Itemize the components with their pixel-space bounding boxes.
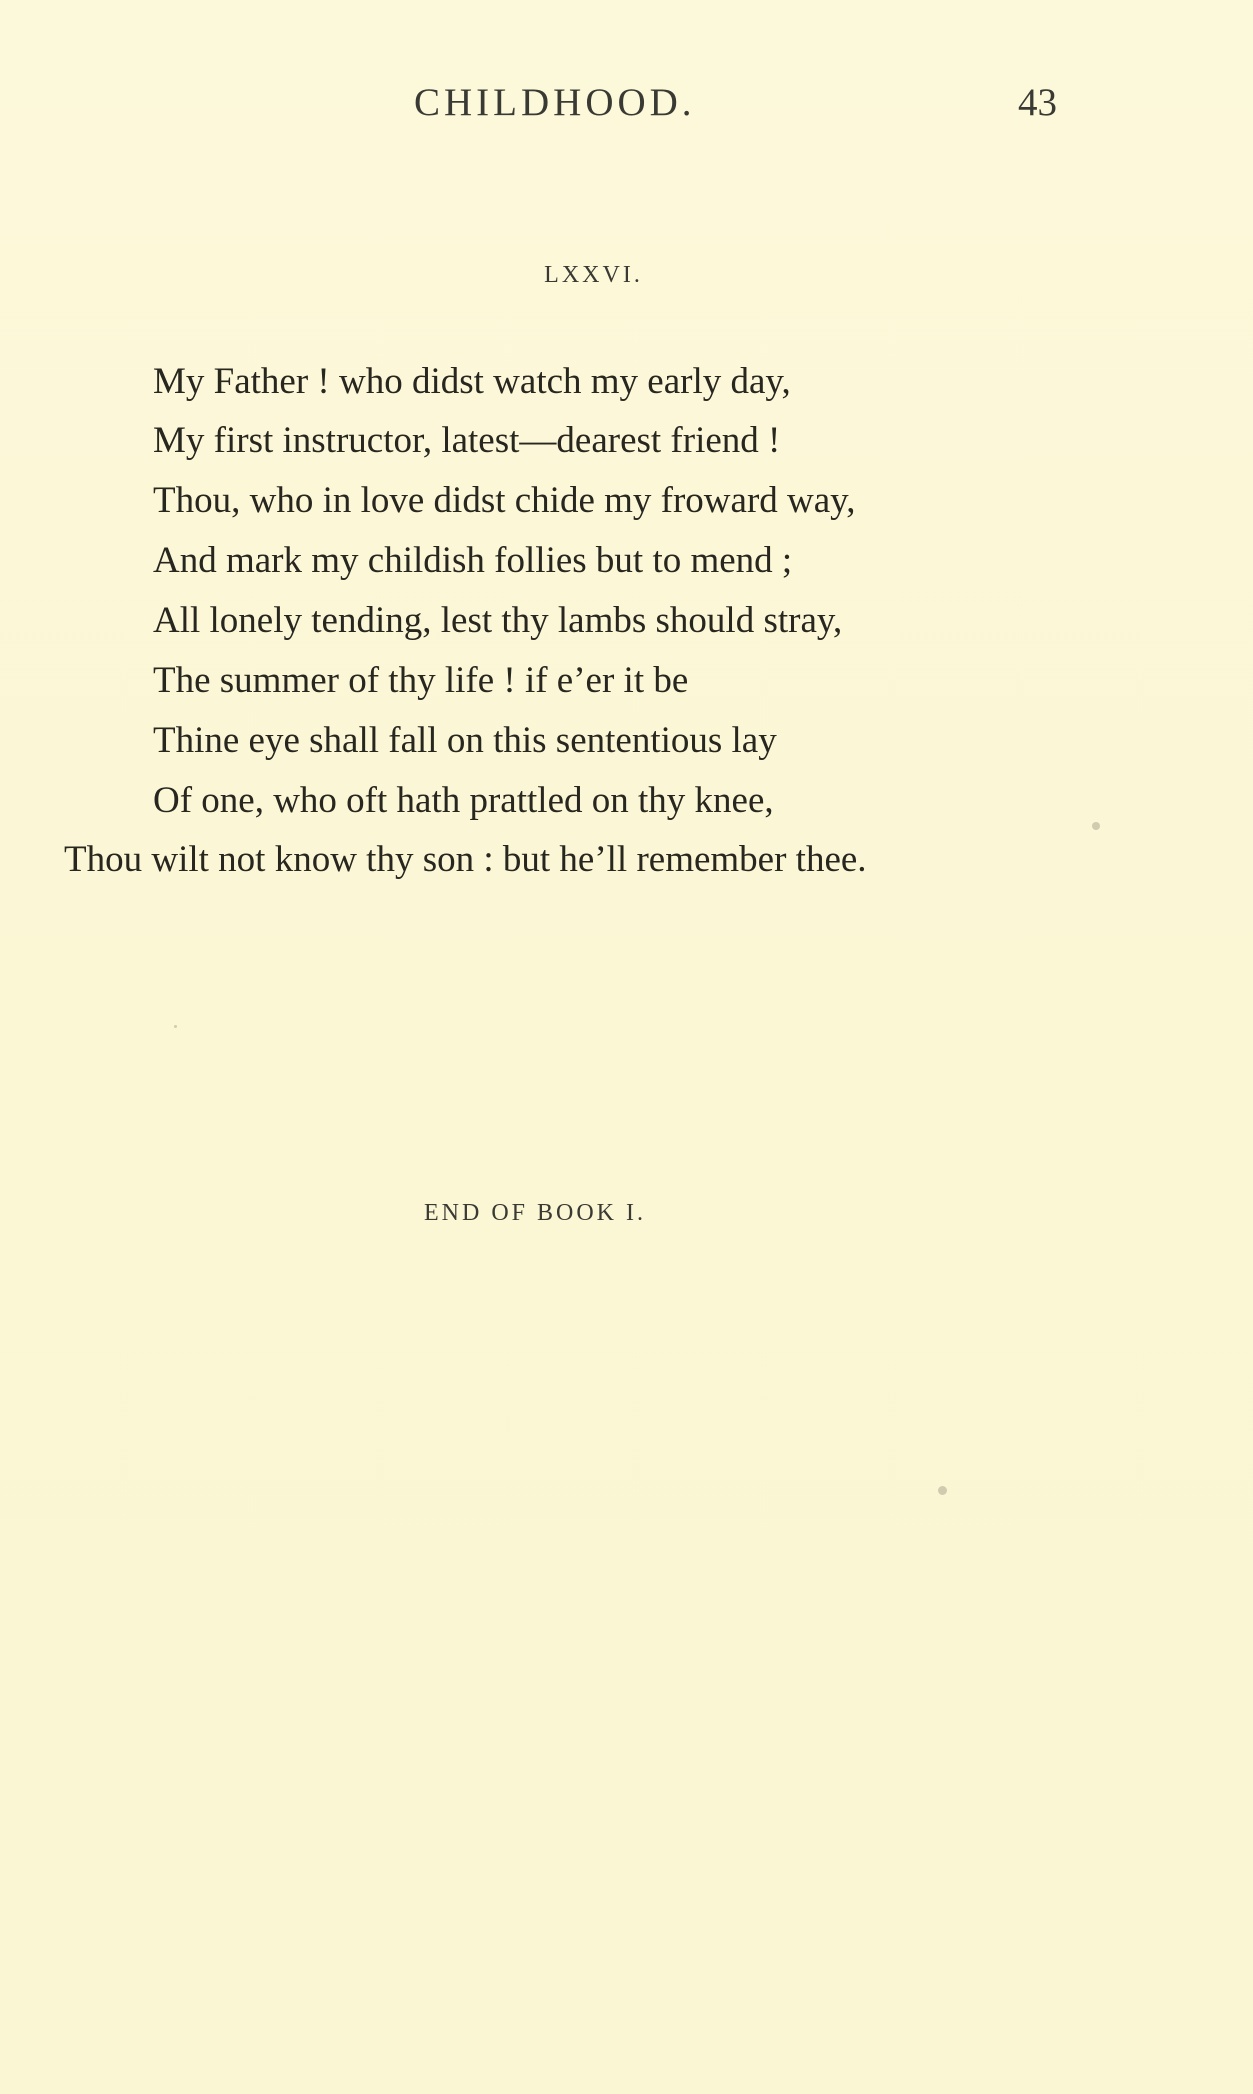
poem-line: All lonely tending, lest thy lambs should stray,: [153, 600, 843, 641]
poem-line: And mark my childish follies but to mend ;: [153, 540, 793, 581]
paper-speck: [174, 1025, 177, 1028]
paper-speck: [938, 1486, 947, 1495]
poem-line: My first instructor, latest—dearest friend !: [153, 420, 781, 461]
end-of-book-note: END OF BOOK I.: [424, 1200, 646, 1226]
poem-line: Thou wilt not know thy son : but he’ll remember thee.: [64, 839, 867, 880]
poem-line: Of one, who oft hath prattled on thy knee,: [153, 780, 774, 821]
paper-speck: [1092, 822, 1100, 830]
stanza-number: [0, 262, 1253, 289]
poem-line: The summer of thy life ! if e’er it be: [153, 660, 689, 701]
poem-line: Thou, who in love didst chide my froward way,: [153, 480, 856, 521]
poem-line: Thine eye shall fall on this sententious lay: [153, 720, 777, 761]
stanza-number-label: LXXVI.: [544, 262, 643, 288]
poem-line: My Father ! who didst watch my early day,: [153, 361, 791, 402]
running-head: [0, 80, 1253, 130]
running-title: CHILDHOOD.: [414, 81, 696, 124]
page-number: 43: [1018, 81, 1057, 124]
